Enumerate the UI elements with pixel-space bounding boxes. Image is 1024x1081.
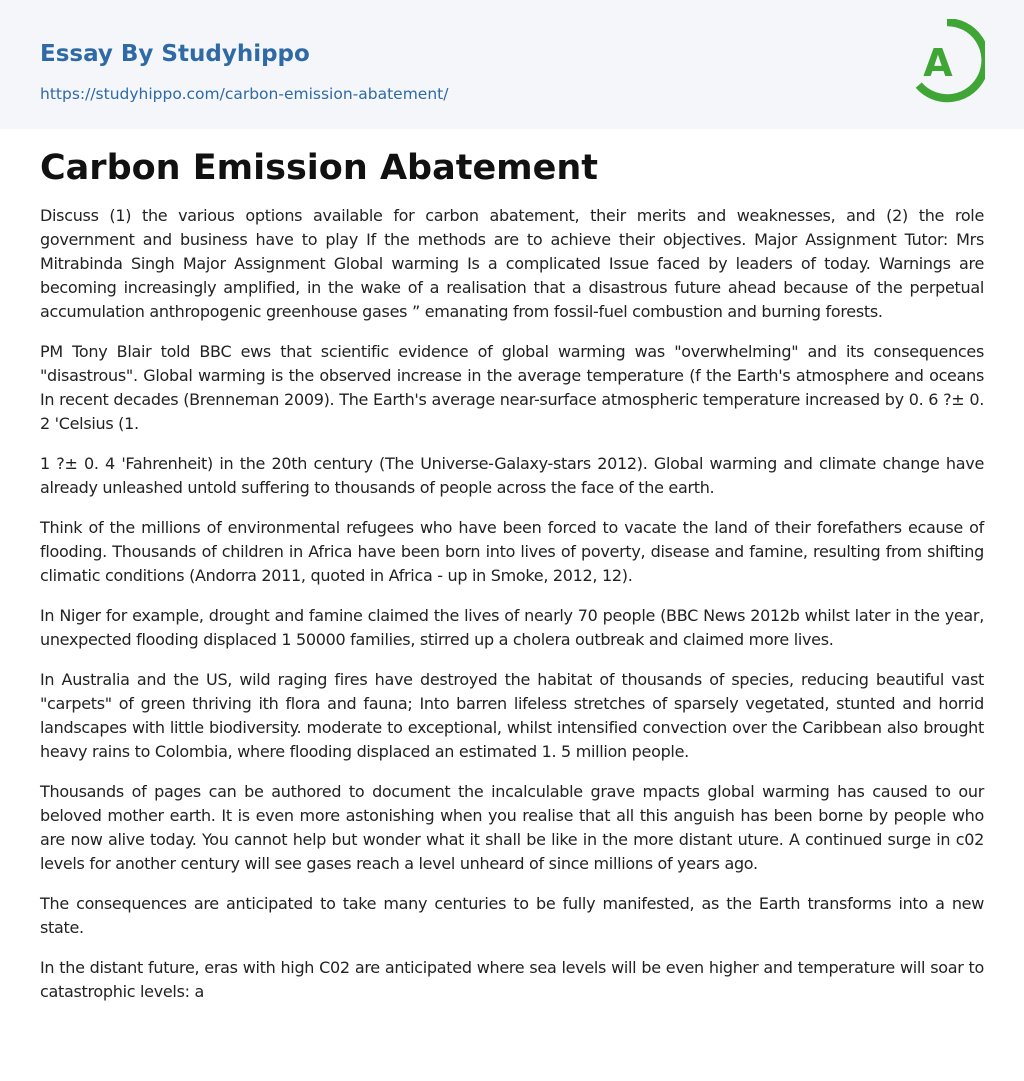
page-url-link[interactable]: https://studyhippo.com/carbon-emission-abatement/ bbox=[40, 85, 449, 103]
paragraph: The consequences are anticipated to take many centuries to be fully manifested, as the Earth transforms into a new state. bbox=[40, 894, 984, 937]
page-title: Carbon Emission Abatement bbox=[40, 148, 599, 188]
logo-letter: A bbox=[923, 41, 953, 85]
article bbox=[0, 146, 1024, 1004]
site-title[interactable]: Essay By Studyhippo bbox=[40, 41, 310, 67]
paragraph: Discuss (1) the various options available for carbon abatement, their merits and weaknesses, and (2) the role government and business have to play If the methods are to achieve their objectives. Major Assignment Tutor: Mrs Mitrabinda Singh Major Assignment Global warming Is a complicated Issue faced by leaders of today. Warnings are becoming increasingly amplified, in the wake of a realisation that a disastrous future ahead because of the perpetual accumulation anthropogenic greenhouse gases ” emanating from fossil-fuel combustion and burning forests. bbox=[40, 206, 984, 321]
paragraph: Thousands of pages can be authored to document the incalculable grave mpacts global warming has caused to our beloved mother earth. It is even more astonishing when you realise that all this anguish has been borne by people who are now alive today. You cannot help but wonder what it shall be like in the more distant uture. A continued surge in c02 levels for another century will see gases reach a level unheard of since millions of years ago. bbox=[40, 782, 984, 873]
studyhippo-logo-icon[interactable] bbox=[913, 19, 985, 105]
paragraph: In Niger for example, drought and famine claimed the lives of nearly 70 people (BBC News 2012b whilst later in the year, unexpected flooding displaced 1 50000 families, stirred up a cholera outbreak and claimed more lives. bbox=[40, 606, 984, 649]
paragraph: In Australia and the US, wild raging fires have destroyed the habitat of thousands of species, reducing beautiful vast "carpets" of green thriving ith flora and fauna; Into barren lifeless stretches of sparsely vegetated, stunted and horrid landscapes with little biodiversity. moderate to exceptional, whilst intensified convection over the Caribbean also brought heavy rains to Colombia, where flooding displaced an estimated 1. 5 million people. bbox=[40, 670, 984, 761]
paragraph: PM Tony Blair told BBC ews that scientific evidence of global warming was "overwhelming" and its consequences "disastrous". Global warming is the observed increase in the average temperature (f the Earth's atmosphere and oceans In recent decades (Brenneman 2009). The Earth's average near-surface atmospheric temperature increased by 0. 6 ?± 0. 2 'Celsius (1. bbox=[40, 342, 984, 433]
paragraph: 1 ?± 0. 4 'Fahrenheit) in the 20th century (The Universe-Galaxy-stars 2012). Global warming and climate change have already unleashed untold suffering to thousands of people across the face of the earth. bbox=[40, 454, 984, 497]
site-header bbox=[0, 0, 1024, 129]
paragraph: Think of the millions of environmental refugees who have been forced to vacate the land of their forefathers ecause of flooding. Thousands of children in Africa have been born into lives of poverty, disease and famine, resulting from shifting climatic conditions (Andorra 2011, quoted in Africa - up in Smoke, 2012, 12). bbox=[40, 518, 984, 585]
paragraph: In the distant future, eras with high C02 are anticipated where sea levels will be even higher and temperature will soar to catastrophic levels: a bbox=[40, 958, 984, 1001]
